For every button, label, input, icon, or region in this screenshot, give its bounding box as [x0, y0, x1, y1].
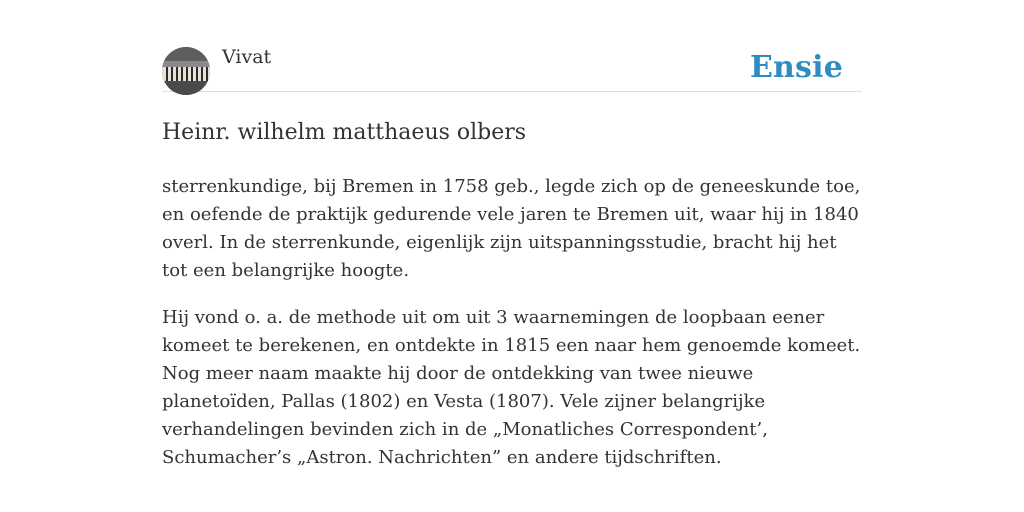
article-paragraph: sterrenkundige, bij Bremen in 1758 geb., legde zich op de geneeskunde toe, en oefende de praktijk gedurende vele jaren te Bremen uit, waar hij in 1840 overl. In de sterrenkunde, eigenlijk zijn uitspanningsstudie, bracht hij het tot een belangrijke hoogte.	[162, 176, 861, 281]
article-card	[162, 40, 862, 491]
bookshelf-avatar-icon[interactable]	[162, 47, 210, 95]
header	[162, 40, 862, 92]
brand-logo[interactable]: Ensie	[749, 50, 843, 85]
article-paragraph: Hij vond o. a. de methode uit om uit 3 waarnemingen de loopbaan eener komeet te berekenen, en ontdekte in 1815 een naar hem genoemde komeet. Nog meer naam maakte hij door de ontdekking van twee nieuwe planetoïden, Pallas (1802) en Vesta (1807). Vele zijner belangrijke verhandelingen bevinden zich in de „Monatliches Correspondent’, Schumacher’s „Astron. Nachrichten” en andere tijdschriften.	[162, 307, 861, 468]
article-title: Heinr. wilhelm matthaeus olbers	[162, 120, 527, 145]
author-name[interactable]: Vivat	[222, 46, 272, 68]
article-body	[162, 173, 862, 472]
